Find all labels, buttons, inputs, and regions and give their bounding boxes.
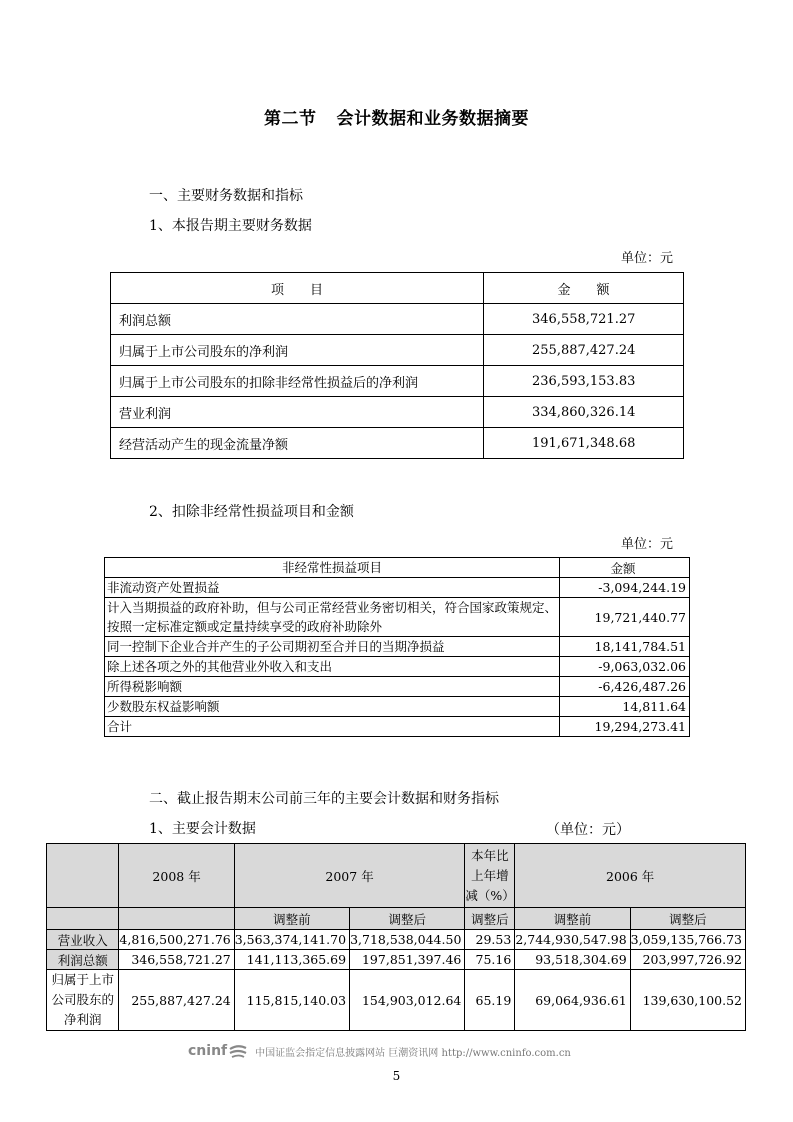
table-row (111, 428, 684, 459)
cell-2007-after: 197,851,397.46 (350, 950, 465, 970)
row-label: 经营活动产生的现金流量净额 (111, 428, 484, 459)
subheader-blank (47, 908, 119, 930)
heading-non-recurring-items: 2、扣除非经常性损益项目和金额 (149, 504, 354, 520)
row-label: 利润总额 (111, 304, 484, 335)
row-value: 14,811.64 (560, 697, 690, 717)
header-2007: 2007 年 (234, 844, 465, 908)
cell-2008: 346,558,721.27 (119, 950, 234, 970)
table-header-row (105, 558, 690, 578)
header-blank (47, 844, 119, 908)
table-row (105, 637, 690, 657)
row-label: 营业收入 (47, 930, 119, 950)
header-change-pct: 本年比上年增减（%） (465, 844, 515, 908)
cell-2006-before: 69,064,936.61 (515, 970, 630, 1031)
row-label: 合计 (105, 717, 560, 737)
three-year-accounting-table (46, 843, 746, 1031)
row-label: 少数股东权益影响额 (105, 697, 560, 717)
row-value: 255,887,427.24 (484, 335, 684, 366)
table-row (105, 697, 690, 717)
page-title (0, 104, 793, 129)
subheader-2007-after: 调整后 (350, 908, 465, 930)
table-row (105, 717, 690, 737)
row-label: 营业利润 (111, 397, 484, 428)
row-value: 236,593,153.83 (484, 366, 684, 397)
cell-2007-before: 3,563,374,141.70 (234, 930, 349, 950)
row-value: 334,860,326.14 (484, 397, 684, 428)
subheader-2006-before: 调整前 (515, 908, 630, 930)
row-label: 利润总额 (47, 950, 119, 970)
subheader-blank (119, 908, 234, 930)
unit-label-1: 单位：元 (621, 251, 674, 266)
cell-2008: 255,887,427.24 (119, 970, 234, 1031)
heading-financial-indicators: 一、主要财务数据和指标 (149, 188, 303, 204)
footer-text: 中国证监会指定信息披露网站 巨潮资讯网 http://www.cninfo.com.cn (255, 1047, 571, 1059)
table-subheader-row (47, 908, 746, 930)
header-2006: 2006 年 (515, 844, 746, 908)
row-label: 所得税影响额 (105, 677, 560, 697)
row-label: 归属于上市公司股东的净利润 (111, 335, 484, 366)
column-header-amount: 金 额 (484, 273, 684, 304)
subheader-2006-after: 调整后 (630, 908, 745, 930)
table-row (47, 970, 746, 1031)
main-financial-data-table (110, 272, 684, 459)
cell-2007-before: 141,113,365.69 (234, 950, 349, 970)
column-header-item: 项 目 (111, 273, 484, 304)
table-row (105, 677, 690, 697)
row-value: 191,671,348.68 (484, 428, 684, 459)
row-value: -9,063,032.06 (560, 657, 690, 677)
cell-2006-after: 203,997,726.92 (630, 950, 745, 970)
table-row (47, 950, 746, 970)
cell-change: 65.19 (465, 970, 515, 1031)
page-number: 5 (392, 1069, 401, 1083)
unit-label-3: （单位：元） (546, 822, 630, 838)
row-label: 同一控制下企业合并产生的子公司期初至合并日的当期净损益 (105, 637, 560, 657)
table-row (47, 930, 746, 950)
cell-2007-before: 115,815,140.03 (234, 970, 349, 1031)
table-row (111, 335, 684, 366)
table-row (105, 578, 690, 598)
table-row (111, 397, 684, 428)
column-header-item: 非经常性损益项目 (105, 558, 560, 578)
unit-label-2: 单位：元 (621, 537, 674, 552)
table-row (111, 304, 684, 335)
row-value: 346,558,721.27 (484, 304, 684, 335)
row-label: 归属于上市公司股东的扣除非经常性损益后的净利润 (111, 366, 484, 397)
cell-2006-after: 139,630,100.52 (630, 970, 745, 1031)
row-label: 除上述各项之外的其他营业外收入和支出 (105, 657, 560, 677)
subheader-2007-before: 调整前 (234, 908, 349, 930)
logo-text: cninf (188, 1043, 228, 1059)
section-number: 第二节 (264, 109, 317, 129)
heading-main-accounting-data: 1、主要会计数据 (149, 821, 256, 837)
table-row (111, 366, 684, 397)
cell-2006-after: 3,059,135,766.73 (630, 930, 745, 950)
row-label: 非流动资产处置损益 (105, 578, 560, 598)
header-2008: 2008 年 (119, 844, 234, 908)
cell-2006-before: 93,518,304.69 (515, 950, 630, 970)
row-value: 19,721,440.77 (560, 598, 690, 637)
row-value: -3,094,244.19 (560, 578, 690, 598)
heading-period-financial-data: 1、本报告期主要财务数据 (149, 218, 312, 234)
logo-swoosh-icon (229, 1044, 247, 1058)
non-recurring-items-table (104, 557, 690, 737)
row-label: 计入当期损益的政府补助，但与公司正常经营业务密切相关，符合国家政策规定、按照一定标准定额或定量持续享受的政府补助除外 (105, 598, 560, 637)
page-footer (188, 1043, 571, 1059)
cninfo-logo (188, 1043, 247, 1059)
table-header-row (111, 273, 684, 304)
cell-2007-after: 154,903,012.64 (350, 970, 465, 1031)
row-value: 19,294,273.41 (560, 717, 690, 737)
table-header-row (47, 844, 746, 908)
cell-2007-after: 3,718,538,044.50 (350, 930, 465, 950)
cell-change: 29.53 (465, 930, 515, 950)
section-title: 会计数据和业务数据摘要 (336, 109, 529, 129)
column-header-amount: 金额 (560, 558, 690, 578)
cell-2006-before: 2,744,930,547.98 (515, 930, 630, 950)
row-value: -6,426,487.26 (560, 677, 690, 697)
cell-change: 75.16 (465, 950, 515, 970)
cell-2008: 4,816,500,271.76 (119, 930, 234, 950)
heading-three-year-data: 二、截止报告期末公司前三年的主要会计数据和财务指标 (149, 791, 499, 807)
table-row (105, 657, 690, 677)
subheader-change-after: 调整后 (465, 908, 515, 930)
row-label: 归属于上市公司股东的净利润 (47, 970, 119, 1031)
row-value: 18,141,784.51 (560, 637, 690, 657)
table-row (105, 598, 690, 637)
